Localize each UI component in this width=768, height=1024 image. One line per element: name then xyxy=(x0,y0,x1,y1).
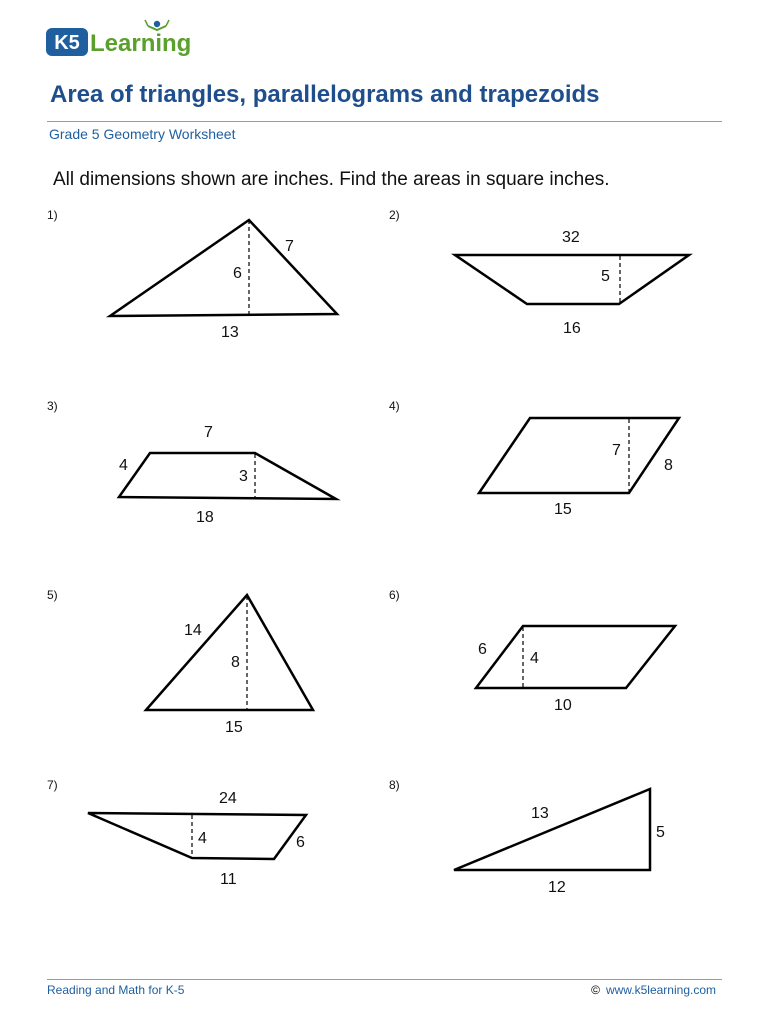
dimension-label: 4 xyxy=(530,650,539,667)
parallelogram-shape xyxy=(476,626,675,688)
dimension-label: 6 xyxy=(233,265,242,282)
dimension-label: 12 xyxy=(548,879,566,896)
dimension-label: 16 xyxy=(563,320,581,337)
footer-tagline: Reading and Math for K-5 xyxy=(47,983,185,997)
problem-number: 8) xyxy=(389,778,400,792)
problem-number: 7) xyxy=(47,778,58,792)
problem-number: 3) xyxy=(47,399,58,413)
dimension-label: 24 xyxy=(219,790,237,807)
parallelogram-shape xyxy=(479,418,679,493)
trapezoid-shape xyxy=(88,813,306,859)
dimension-label: 11 xyxy=(220,871,237,888)
copyright-symbol: © xyxy=(591,983,600,997)
problem-5 xyxy=(47,588,313,736)
dimension-label: 6 xyxy=(478,641,487,658)
svg-text:Learning: Learning xyxy=(90,30,192,57)
problem-3 xyxy=(47,399,336,526)
page-title: Area of triangles, parallelograms and trapezoids xyxy=(50,81,600,108)
dimension-label: 14 xyxy=(184,622,202,639)
dimension-label: 8 xyxy=(664,457,673,474)
dimension-label: 7 xyxy=(612,442,621,459)
trapezoid-shape xyxy=(119,453,336,499)
dimension-label: 7 xyxy=(285,238,294,255)
dimension-label: 4 xyxy=(198,830,207,847)
dimension-label: 13 xyxy=(221,324,239,341)
dimension-label: 3 xyxy=(239,468,248,485)
dimension-label: 15 xyxy=(225,719,243,736)
dimension-label: 6 xyxy=(296,834,305,851)
dimension-label: 7 xyxy=(204,424,213,441)
problem-6 xyxy=(389,588,675,714)
right-triangle-shape xyxy=(454,789,650,870)
footer-copyright xyxy=(591,983,716,997)
problem-number: 5) xyxy=(47,588,58,602)
worksheet-subtitle: Grade 5 Geometry Worksheet xyxy=(49,126,236,142)
problem-4 xyxy=(389,399,679,518)
website-link[interactable]: www.k5learning.com xyxy=(605,983,716,997)
problem-7 xyxy=(47,778,306,888)
problem-8 xyxy=(389,778,665,896)
dimension-label: 18 xyxy=(196,509,214,526)
dimension-label: 8 xyxy=(231,654,240,671)
dimension-label: 5 xyxy=(656,824,665,841)
trapezoid-shape xyxy=(455,255,689,304)
dimension-label: 13 xyxy=(531,805,549,822)
problem-number: 4) xyxy=(389,399,400,413)
dimension-label: 10 xyxy=(554,697,572,714)
problem-number: 2) xyxy=(389,208,400,222)
dimension-label: 15 xyxy=(554,501,572,518)
instructions: All dimensions shown are inches. Find the areas in square inches. xyxy=(53,169,610,190)
footer-divider xyxy=(47,979,722,980)
problem-number: 6) xyxy=(389,588,400,602)
problem-1 xyxy=(47,208,337,341)
dimension-label: 32 xyxy=(562,229,580,246)
problem-number: 1) xyxy=(47,208,58,222)
dimension-label: 4 xyxy=(119,457,128,474)
dimension-label: 5 xyxy=(601,268,610,285)
triangle-shape xyxy=(110,220,337,316)
svg-text:K5: K5 xyxy=(54,32,80,54)
problem-2 xyxy=(389,208,689,337)
triangle-shape xyxy=(146,595,313,710)
